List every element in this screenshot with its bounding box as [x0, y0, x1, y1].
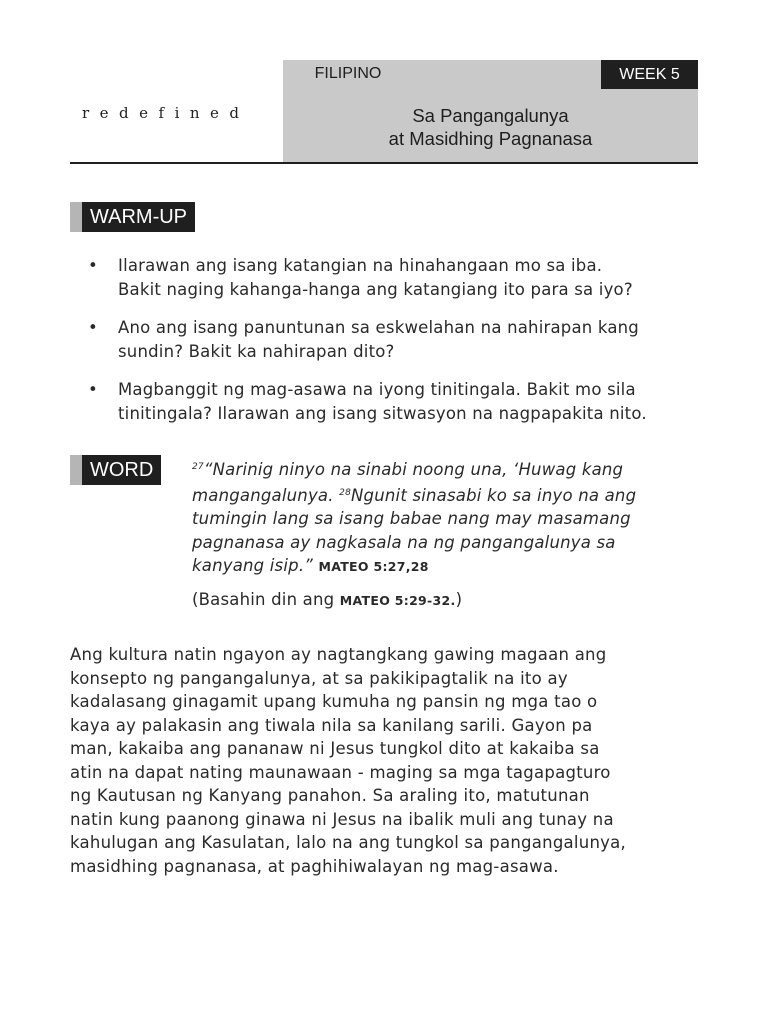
bullet-icon: • [88, 380, 98, 399]
list-item-line: Bakit naging kahanga-hanga ang katangiang ito para sa iyo? [118, 280, 633, 299]
list-item-line: tinitingala? Ilarawan ang isang sitwasyon na nagpapakita nito. [118, 404, 647, 423]
language-label: FILIPINO [314, 65, 382, 82]
verse-number: 27 [192, 462, 204, 472]
list-item-line: Magbanggit ng mag-asawa na iyong tinitingala. Bakit mo sila [118, 380, 636, 399]
list-item [88, 254, 708, 302]
scripture-passage [192, 456, 712, 579]
brand-panel [70, 60, 283, 163]
list-item-line: Ilarawan ang isang katangian na hinahangaan mo sa iba. [118, 256, 603, 275]
paragraph-line: kahulugan ang Kasulatan, lalo na ang tungkol sa pangangalunya, [70, 833, 627, 852]
list-item [88, 378, 708, 426]
verse-line: mangangalunya. $^{28}$Ngunit sinasabi ko sa inyo na ang [192, 485, 637, 505]
warmup-list [88, 254, 708, 440]
bullet-icon: • [88, 318, 98, 337]
page-header [70, 60, 698, 163]
additional-reading: (Basahin din ang MATEO 5:29-32.) [192, 590, 463, 609]
additional-reference: MATEO 5:29-32. [339, 593, 456, 608]
verse-line: tumingin lang sa isang babae nang may masamang [192, 509, 631, 528]
lesson-title-line2: at Masidhing Pagnanasa [388, 128, 593, 149]
verse-line: kanyang isip.” MATEO 5:27,28 [192, 556, 429, 575]
paragraph-line: ng Kautusan ng Kanyang panahon. Sa araling ito, matutunan [70, 786, 590, 805]
lesson-title-line1: Sa Pangangalunya [412, 105, 569, 126]
list-item-line: Ano ang isang panuntunan sa eskwelahan na nahirapan kang [118, 318, 639, 337]
intro-paragraph [70, 643, 710, 878]
word-label-text: WORD [82, 455, 161, 485]
paragraph-line: masidhing pagnanasa, at paghihiwalayan ng mag-asawa. [70, 856, 559, 876]
verse-line: $^{27}$“Narinig ninyo na sinabi noong una, ‘Huwag kang [192, 460, 624, 479]
warmup-label-text: WARM-UP [82, 202, 195, 232]
paragraph-line: man, kakaiba ang pananaw ni Jesus tungkol dito at kakaiba sa [70, 739, 600, 758]
week-badge: WEEK 5 [601, 60, 698, 89]
label-accent-bar [70, 455, 82, 485]
list-item-line: sundin? Bakit ka nahirapan dito? [118, 342, 395, 361]
paragraph-line: atin na dapat nating maunawaan - maging sa mga tagapagturo [70, 762, 611, 782]
paragraph-line: natin kung paanong ginawa ni Jesus na ibalik muli ang tunay na [70, 809, 614, 829]
bullet-icon: • [88, 256, 98, 275]
lesson-title [283, 104, 698, 150]
verse-number: 28 [339, 487, 352, 498]
list-item [88, 316, 708, 364]
label-accent-bar [70, 202, 82, 232]
header-divider [70, 162, 698, 164]
paragraph-line: konsepto ng pangangalunya, at sa pakikipagtalik na ito ay [70, 668, 568, 688]
paragraph-line: Ang kultura natin ngayon ay nagtangkang gawing magaan ang [70, 645, 607, 664]
brand-wordmark: redefined [82, 104, 250, 122]
verse-line: pagnanasa ay nagkasala na ng pangangalunya sa [192, 532, 616, 552]
paragraph-line: kadalasang ginagamit upang kumuha ng pansin ng mga tao o [70, 692, 598, 711]
paragraph-line: kaya ay palakasin ang tiwala nila sa kanilang sarili. Gayon pa [70, 715, 593, 735]
scripture-reference: MATEO 5:27,28 [318, 559, 429, 574]
